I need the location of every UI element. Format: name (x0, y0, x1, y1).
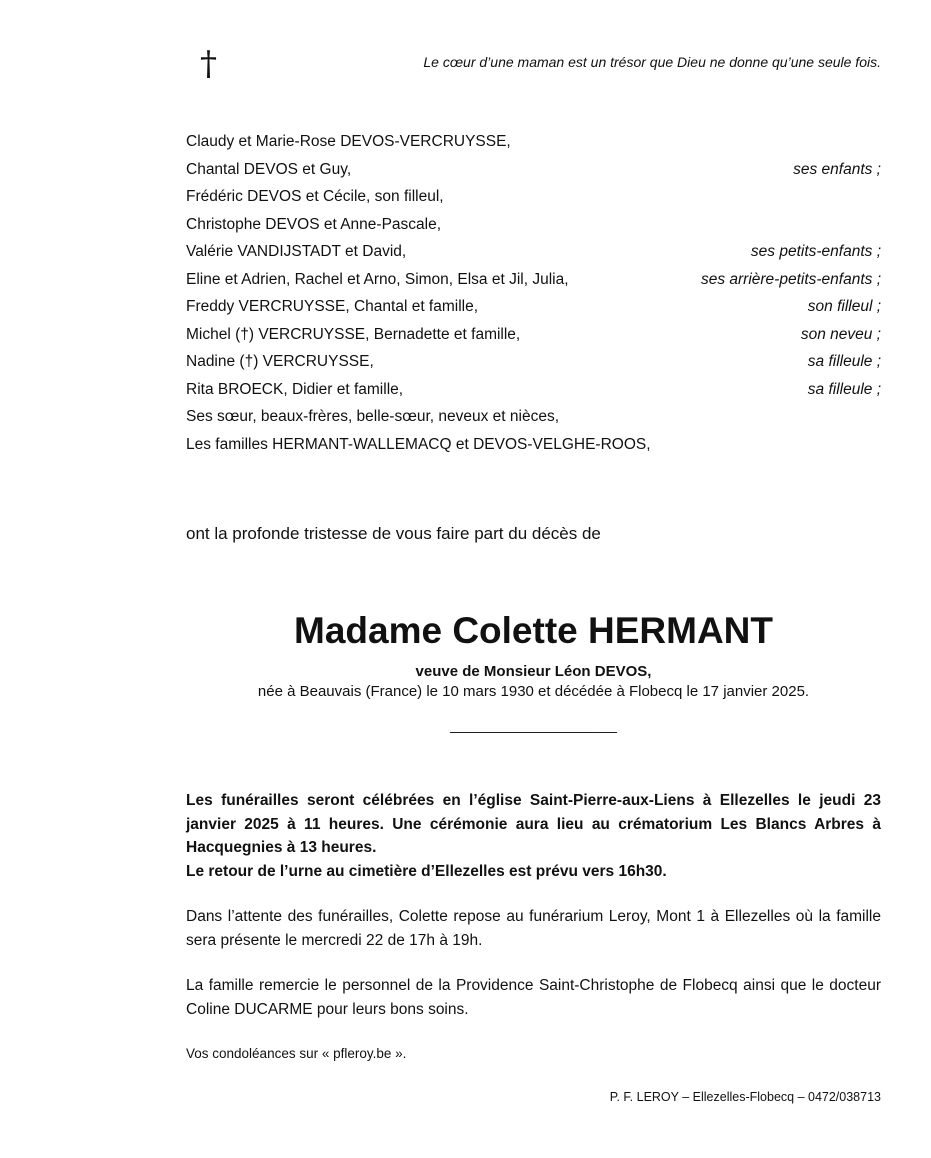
family-row (186, 406, 881, 434)
family-names: Ses sœur, beaux-frères, belle-sœur, neveux et nièces, (186, 408, 560, 425)
thanks-paragraph: La famille remercie le personnel de la Providence Saint-Christophe de Flobecq ainsi que le docteur Coline DUCARME pour leurs bons soins. (186, 977, 881, 1018)
family-names: Valérie VANDIJSTADT et David, (186, 243, 407, 260)
family-names: Frédéric DEVOS et Cécile, son filleul, (186, 188, 444, 205)
condolences-line: Vos condoléances sur « pfleroy.be ». (186, 1046, 407, 1061)
separator-line: ____________________ (450, 717, 617, 734)
family-row (186, 131, 881, 159)
family-list (186, 131, 881, 461)
family-names: Eline et Adrien, Rachel et Arno, Simon, Elsa et Jil, Julia, (186, 270, 569, 288)
footer-contact: P. F. LEROY – Ellezelles-Flobecq – 0472/038713 (609, 1090, 881, 1104)
family-relation: sa filleule ; (807, 380, 881, 398)
family-row (186, 214, 881, 242)
family-row (186, 434, 881, 462)
urn-paragraph: Le retour de l’urne au cimetière d’Ellezelles est prévu vers 16h30. (186, 863, 667, 880)
family-relation: ses enfants ; (793, 160, 881, 178)
family-names: Les familles HERMANT-WALLEMACQ et DEVOS-VELGHE-ROOS, (186, 435, 651, 453)
funeral-paragraph: Les funérailles seront célébrées en l’église Saint-Pierre-aux-Liens à Ellezelles le jeudi 23 janvier 2025 à 11 heures. Une cérémonie aura lieu au crématorium Les Blancs Arbres à Hacquegnies à 13 heures. (186, 792, 881, 856)
cross-symbol: † (200, 44, 217, 84)
family-row (186, 351, 881, 379)
family-names: Michel (†) VERCRUYSSE, Bernadette et famille, (186, 325, 521, 343)
family-names: Chantal DEVOS et Guy, (186, 160, 352, 178)
family-row (186, 159, 881, 187)
family-row (186, 186, 881, 214)
family-names: Claudy et Marie-Rose DEVOS-VERCRUYSSE, (186, 133, 511, 150)
family-relation: ses arrière-petits-enfants ; (700, 270, 881, 288)
family-relation: sa filleule ; (807, 353, 881, 370)
announcement-text: ont la profonde tristesse de vous faire part du décès de (186, 524, 601, 543)
epigraph-quote: Le cœur d’une maman est un trésor que Dieu ne donne qu’une seule fois. (423, 54, 881, 70)
family-row (186, 324, 881, 352)
family-row (186, 379, 881, 407)
visitation-paragraph: Dans l’attente des funérailles, Colette repose au funérarium Leroy, Mont 1 à Ellezelles où la famille sera présente le mercredi 22 de 17h à 19h. (186, 908, 881, 949)
family-row (186, 296, 881, 324)
family-names: Nadine (†) VERCRUYSSE, (186, 353, 374, 370)
deceased-name: Madame Colette HERMANT (294, 610, 773, 651)
family-names: Rita BROECK, Didier et famille, (186, 380, 404, 398)
birth-death-line: née à Beauvais (France) le 10 mars 1930 et décédée à Flobecq le 17 janvier 2025. (257, 683, 810, 700)
widow-line: veuve de Monsieur Léon DEVOS, (415, 663, 652, 680)
family-names: Christophe DEVOS et Anne-Pascale, (186, 215, 442, 233)
family-relation: ses petits-enfants ; (750, 243, 881, 260)
family-row (186, 241, 881, 269)
family-names: Freddy VERCRUYSSE, Chantal et famille, (186, 298, 479, 315)
family-relation: son filleul ; (807, 298, 881, 315)
family-relation: son neveu ; (800, 325, 881, 343)
family-row (186, 269, 881, 297)
